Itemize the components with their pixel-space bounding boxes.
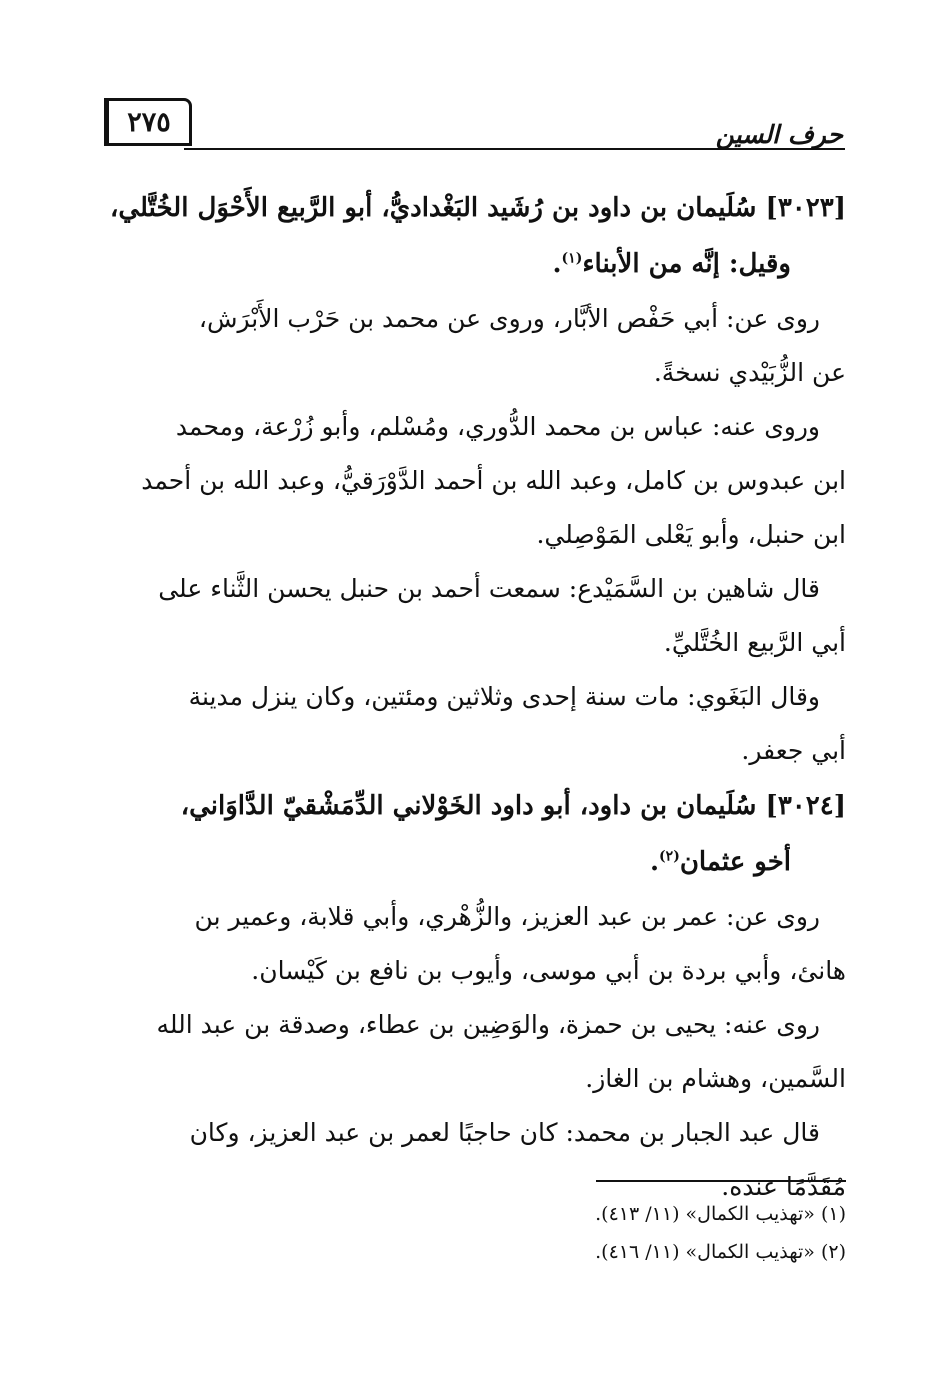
main-text <box>100 180 846 1214</box>
footnote-rule <box>596 1180 846 1182</box>
footnote: (٢) «تهذيب الكمال» (١١/ ٤١٦). <box>595 1241 846 1263</box>
page-number-box <box>104 98 192 146</box>
entry-heading-3024 <box>100 778 846 890</box>
text-line: ابن عبدوس بن كامل، وعبد الله بن أحمد الدَّوْرَقيُّ، وعبد الله بن أحمد <box>141 466 846 495</box>
text-line: روى عن: عمر بن عبد العزيز، والزُّهْري، وأبي قلابة، وعمير بن <box>194 902 820 931</box>
footnotes <box>346 1195 846 1271</box>
paragraph <box>100 400 846 562</box>
text-line: ابن حنبل، وأبو يَعْلى المَوْصِلي. <box>536 520 846 549</box>
footnote: (١) «تهذيب الكمال» (١١/ ٤١٣). <box>595 1203 846 1225</box>
header-rule <box>184 148 845 150</box>
text-line: وقال البَغَوي: مات سنة إحدى وثلاثين ومئتين، وكان ينزل مدينة <box>188 682 820 711</box>
entry-heading-3023 <box>100 180 846 292</box>
text-line: روى عن: أبي حَفْص الأبَّار، وروى عن محمد بن حَرْب الأَبْرَش، <box>198 304 820 333</box>
entry-heading-line: أخو عثمان <box>679 847 791 877</box>
text-line: عن الزُّبَيْدي نسخةً. <box>653 358 846 387</box>
text-line: روى عنه: يحيى بن حمزة، والوَضِين بن عطاء، وصدقة بن عبد الله <box>156 1010 820 1039</box>
text-line: وروى عنه: عباس بن محمد الدُّوري، ومُسْلم، وأبو زُرْعة، ومحمد <box>175 412 820 441</box>
text-line: أبي جعفر. <box>741 736 846 765</box>
entry-heading-line: وقيل: إنَّه من الأبناء <box>582 249 791 279</box>
text-line: قال شاهين بن السَّمَيْدع: سمعت أحمد بن حنبل يحسن الثَّناء على <box>158 574 820 603</box>
entry-heading-line: [٣٠٢٤] سُلَيمان بن داود، أبو داود الخَوْلاني الدِّمَشْقيّ الدَّاوَاني، <box>180 791 846 821</box>
paragraph <box>100 562 846 670</box>
entry-heading-line: [٣٠٢٣] سُلَيمان بن داود بن رُشَيد البَغْداديُّ، أبو الرَّبيع الأَحْوَل الخُتَّلي، <box>109 193 846 223</box>
page-header <box>100 92 845 152</box>
heading-end: . <box>552 249 562 279</box>
text-line: مُقَدَّمًا عنده. <box>721 1172 846 1201</box>
text-line: السَّمين، وهشام بن الغاز. <box>585 1064 846 1093</box>
text-line: هانئ، وأبي بردة بن أبي موسى، وأيوب بن نافع بن كَيْسان. <box>251 956 846 985</box>
text-line: أبي الرَّبيع الخُتَّليِّ. <box>663 628 846 657</box>
footnote-ref: (٢) <box>659 848 680 865</box>
paragraph <box>100 890 846 998</box>
paragraph <box>100 998 846 1106</box>
footnote-ref: (١) <box>561 250 583 267</box>
paragraph <box>100 292 846 400</box>
running-title: حرف السين <box>715 120 843 149</box>
paragraph <box>100 670 846 778</box>
heading-end: . <box>649 847 660 877</box>
page-number: ٢٧٥ <box>127 106 171 138</box>
text-line: قال عبد الجبار بن محمد: كان حاجبًا لعمر بن عبد العزيز، وكان <box>189 1118 820 1147</box>
